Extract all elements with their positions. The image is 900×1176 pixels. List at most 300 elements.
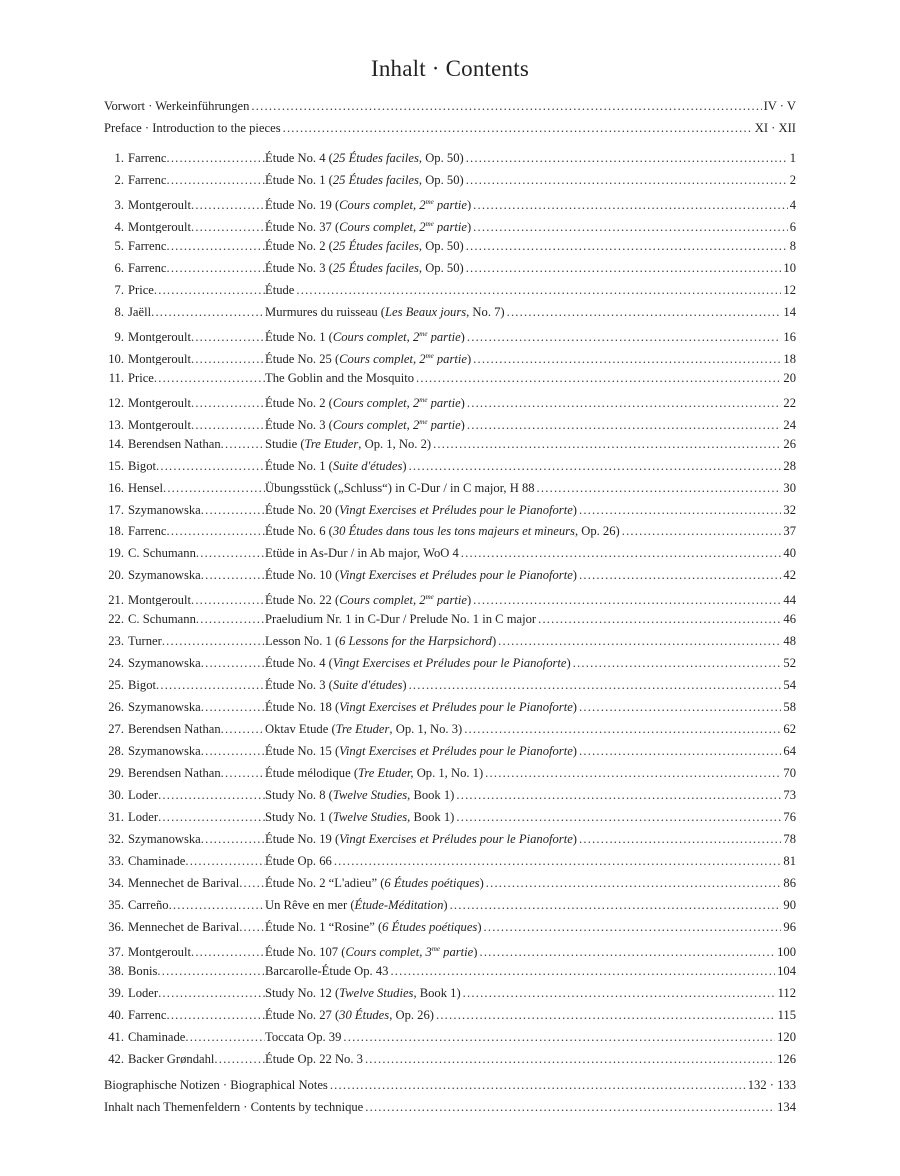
entry-composer: Szymanowska <box>128 744 201 759</box>
toc-entry[interactable] <box>104 149 796 167</box>
page-number: 115 <box>777 1007 796 1022</box>
toc-entry[interactable] <box>104 171 796 189</box>
entry-title-text: Étude No. 22 ( <box>265 593 340 607</box>
entry-number: 12. <box>108 395 124 409</box>
entry-title <box>265 940 477 958</box>
toc-entry[interactable] <box>104 852 796 870</box>
entry-collection-part: partie <box>433 219 467 233</box>
entry-title-text: Étude No. 1 “Rosine” ( <box>265 919 383 934</box>
entry-title-text: Étude No. 27 ( <box>265 1007 340 1022</box>
entry-title <box>265 610 536 628</box>
entry-collection-title: 25 Études faciles <box>332 172 419 187</box>
dot-leader <box>251 97 761 115</box>
entry-title-suffix: , Op. 26) <box>574 524 620 539</box>
page-number: 42 <box>783 568 796 583</box>
entry-composer: C. Schumann <box>128 546 196 561</box>
page-number: 73 <box>783 788 796 803</box>
dot-leader <box>239 918 265 936</box>
toc-entry[interactable] <box>104 303 796 321</box>
page-number: 100 <box>777 944 796 958</box>
entry-composer-cell <box>104 479 265 497</box>
dot-leader <box>154 281 265 299</box>
entry-number: 26. <box>108 700 124 715</box>
ordinal-superscript: me <box>425 219 434 228</box>
entry-composer-cell <box>104 874 265 892</box>
entry-collection-part: partie <box>433 351 467 365</box>
entry-composer-cell <box>104 435 265 453</box>
dot-leader <box>473 350 781 365</box>
entry-collection-title: 6 Études poétiques <box>384 876 480 890</box>
dot-leader <box>156 676 265 694</box>
entry-collection-title: Cours complet, 2 <box>332 329 420 343</box>
entry-number: 42. <box>108 1051 124 1066</box>
dot-leader <box>214 1050 265 1068</box>
entry-number: 13. <box>108 417 124 431</box>
page-number: 20 <box>783 370 796 385</box>
entry-title <box>265 566 577 584</box>
dot-leader <box>156 457 265 475</box>
entry-composer-cell <box>104 962 265 980</box>
toc-entry[interactable] <box>104 896 796 914</box>
dot-leader <box>163 479 265 497</box>
entry-collection-part: partie <box>427 395 461 409</box>
dot-leader <box>330 1076 746 1094</box>
entry-composer: Mennechet de Barival <box>128 876 240 890</box>
dot-leader <box>473 196 788 211</box>
toc-entry[interactable] <box>104 281 796 299</box>
ordinal-superscript: me <box>425 593 434 602</box>
entry-title-text: Étude No. 4 ( <box>265 656 333 671</box>
entry-title-text: Study No. 8 ( <box>265 788 333 803</box>
entry-title <box>265 193 471 211</box>
page-number: 52 <box>783 656 796 671</box>
entry-composer-cell <box>104 522 265 540</box>
dot-leader <box>169 896 265 914</box>
dot-leader <box>485 764 781 782</box>
entry-composer: Bigot <box>128 678 156 693</box>
entry-title <box>265 654 571 672</box>
entry-title <box>265 830 577 848</box>
dot-leader <box>467 394 782 409</box>
page-number: 12 <box>783 282 796 297</box>
dot-leader <box>466 171 788 189</box>
dot-leader <box>461 544 782 562</box>
page-number: 96 <box>783 919 796 934</box>
entry-title-suffix: ) <box>572 700 577 715</box>
entry-title-text: Barcarolle-Étude Op. 43 <box>265 963 389 978</box>
dot-leader <box>416 369 781 387</box>
dot-leader <box>191 416 265 431</box>
toc-entry[interactable] <box>104 522 796 540</box>
entry-title <box>265 281 294 299</box>
dot-leader <box>191 218 265 233</box>
entry-composer-cell <box>104 786 265 804</box>
page-number: XI · XII <box>754 121 796 135</box>
toc-entry[interactable] <box>104 610 796 628</box>
dot-leader <box>579 698 781 716</box>
entry-number: 5. <box>114 238 124 253</box>
entry-collection-part: partie <box>427 329 461 343</box>
entry-title <box>265 325 465 343</box>
entry-composer-cell <box>104 416 265 431</box>
dot-leader <box>191 394 265 409</box>
entry-title <box>265 984 461 1002</box>
entry-composer-cell <box>104 328 265 343</box>
toc-entry[interactable] <box>104 874 796 892</box>
entry-collection-title: Vingt Exercises et Préludes pour le Pianoforte <box>339 700 573 715</box>
entry-title-text: Étude No. 1 ( <box>265 458 333 473</box>
entry-title <box>265 149 464 167</box>
dot-leader <box>409 457 782 475</box>
entry-composer: C. Schumann <box>128 612 196 627</box>
entry-title <box>265 720 462 738</box>
entry-collection-title: Twelve Studies <box>332 788 408 803</box>
toc-entry[interactable] <box>104 632 796 650</box>
entry-title-suffix: ) <box>479 876 484 890</box>
entry-number: 21. <box>108 593 124 607</box>
entry-title <box>265 676 407 694</box>
entry-number: 24. <box>108 656 124 671</box>
dot-leader <box>191 196 265 211</box>
entry-title-text: Étude mélodique ( <box>265 766 359 781</box>
dot-leader <box>365 1098 775 1116</box>
entry-composer: Montgeroult <box>128 329 191 343</box>
entry-composer: Jaëll <box>128 304 152 319</box>
toc-entry[interactable] <box>104 918 796 936</box>
entry-collection-title: 6 Études poétiques <box>382 919 478 934</box>
entry-number: 17. <box>108 502 124 517</box>
toc-row-foreword[interactable] <box>104 97 796 115</box>
entry-title <box>265 457 407 475</box>
entry-composer: Berendsen Nathan <box>128 766 221 781</box>
entry-title-text: Praeludium Nr. 1 in C-Dur / Prelude No. 1 in C major <box>265 612 537 627</box>
entry-title <box>265 391 465 409</box>
entry-composer: Montgeroult <box>128 417 191 431</box>
dot-leader <box>433 435 781 453</box>
entry-composer-cell <box>104 896 265 914</box>
entry-title-suffix: ) <box>443 897 448 912</box>
entry-title <box>265 764 483 782</box>
entry-title-text: Étude No. 1 ( <box>265 172 333 187</box>
entry-composer-cell <box>104 1028 265 1046</box>
toc-entry[interactable] <box>104 786 796 804</box>
entry-collection-title: Vingt Exercises et Préludes pour le Pianoforte <box>332 656 567 671</box>
entry-collection-title: Cours complet, 2 <box>339 197 426 211</box>
dot-leader <box>507 303 782 321</box>
entry-title-suffix: , Op. 50) <box>418 172 464 187</box>
toc-entry[interactable] <box>104 962 796 980</box>
toc-label: Inhalt nach Themenfeldern · Contents by technique <box>104 1100 364 1114</box>
toc-entry[interactable] <box>104 193 796 211</box>
page-number: 58 <box>783 700 796 715</box>
toc-entry[interactable] <box>104 413 796 431</box>
entry-composer-cell <box>104 1006 265 1024</box>
toc-entry[interactable] <box>104 1050 796 1068</box>
entry-title-suffix: , Book 1) <box>407 810 455 825</box>
toc-row-biographical-notes[interactable] <box>104 1076 796 1094</box>
entry-composer: Carreño <box>128 897 169 912</box>
toc-entry[interactable] <box>104 588 796 606</box>
dot-leader <box>390 962 775 980</box>
entry-number: 4. <box>114 219 124 233</box>
entry-collection-title: 30 Études <box>339 1007 390 1022</box>
dot-leader <box>579 742 781 760</box>
dot-leader <box>537 479 782 497</box>
toc-entry[interactable] <box>104 544 796 562</box>
dot-leader <box>166 522 265 540</box>
entry-composer: Farrenc <box>128 524 167 539</box>
entry-title <box>265 852 332 870</box>
page-number: 132 · 133 <box>747 1078 796 1092</box>
toc-entry[interactable] <box>104 1006 796 1024</box>
entry-title-text: Étude No. 20 ( <box>265 502 340 517</box>
entry-title-suffix: ) <box>572 744 577 759</box>
entry-number: 2. <box>114 172 124 187</box>
toc-entry[interactable] <box>104 808 796 826</box>
entry-title-text: Étude No. 25 ( <box>265 351 340 365</box>
entry-title-text: Toccata Op. 39 <box>265 1029 342 1044</box>
entry-title-suffix: ) <box>477 919 482 934</box>
entry-title <box>265 479 535 497</box>
toc-entry[interactable] <box>104 325 796 343</box>
entry-title-suffix: ) <box>460 417 465 431</box>
entry-collection-title: Tre Etuder, <box>358 766 414 781</box>
entry-composer: Chaminade <box>128 1029 186 1044</box>
entry-composer: Montgeroult <box>128 197 191 211</box>
page-number: 120 <box>777 1029 796 1044</box>
entry-composer: Montgeroult <box>128 395 191 409</box>
dot-leader <box>343 1028 775 1046</box>
page-number: 40 <box>783 546 796 561</box>
entry-composer: Hensel <box>128 480 163 495</box>
entry-title-text: Étude No. 19 ( <box>265 832 340 847</box>
entry-title-text: Étude No. 1 ( <box>265 329 333 343</box>
dot-leader <box>166 171 265 189</box>
entry-number: 8. <box>114 304 124 319</box>
entry-title-suffix: ) <box>473 944 478 958</box>
entry-collection-title: Cours complet, 2 <box>332 395 420 409</box>
page-number: 10 <box>783 260 796 275</box>
toc-row-preface[interactable] <box>104 119 796 137</box>
entry-title-suffix: , Op. 50) <box>418 260 464 275</box>
entry-composer-cell <box>104 852 265 870</box>
toc-entry[interactable] <box>104 1028 796 1046</box>
dot-leader <box>166 259 265 277</box>
entry-composer-cell <box>104 149 265 167</box>
toc-entry[interactable] <box>104 566 796 584</box>
entry-composer-cell <box>104 632 265 650</box>
entry-composer: Szymanowska <box>128 656 201 671</box>
entry-number: 23. <box>108 634 124 649</box>
entry-number: 32. <box>108 832 124 847</box>
toc-entry[interactable] <box>104 984 796 1002</box>
page-number: 134 <box>777 1100 796 1114</box>
entry-number: 14. <box>108 436 124 451</box>
toc-entry[interactable] <box>104 259 796 277</box>
entry-composer: Farrenc <box>128 151 167 165</box>
dot-leader <box>196 544 265 562</box>
entry-title-suffix: ) <box>572 832 577 847</box>
dot-leader <box>185 1028 265 1046</box>
dot-leader <box>201 654 265 672</box>
dot-leader <box>579 501 781 519</box>
toc-entry[interactable] <box>104 830 796 848</box>
entry-title-suffix: ) <box>460 395 465 409</box>
toc-entry[interactable] <box>104 435 796 453</box>
entry-title-text: Übungsstück („Schluss“) in C-Dur / in C major, H 88 <box>265 480 535 495</box>
entry-number: 22. <box>108 612 124 627</box>
entry-composer: Montgeroult <box>128 351 191 365</box>
page-number: 64 <box>783 744 796 759</box>
dot-leader <box>201 501 265 519</box>
entry-title <box>265 501 577 519</box>
entry-number: 1. <box>114 151 124 165</box>
entry-number: 37. <box>108 944 124 958</box>
entry-title <box>265 369 414 387</box>
page-title: Inhalt · Contents <box>371 56 529 81</box>
entry-composer-cell <box>104 742 265 760</box>
toc-entry[interactable] <box>104 654 796 672</box>
entry-composer: Montgeroult <box>128 593 191 607</box>
dot-leader <box>185 852 265 870</box>
entry-collection-part: partie <box>433 197 467 211</box>
entry-title-text: Étude No. 15 ( <box>265 744 340 759</box>
toc-entry[interactable] <box>104 391 796 409</box>
entry-collection-title: 30 Études dans tous les tons majeurs et mineurs <box>332 524 575 539</box>
entry-composer: Szymanowska <box>128 700 201 715</box>
page-number: 46 <box>783 612 796 627</box>
entry-title-text: Study No. 1 ( <box>265 810 333 825</box>
page-number: 32 <box>783 502 796 517</box>
entry-number: 27. <box>108 722 124 737</box>
entry-composer-cell <box>104 196 265 211</box>
entry-title-suffix: ) <box>572 502 577 517</box>
entry-collection-title: Vingt Exercises et Préludes pour le Pianoforte <box>339 744 573 759</box>
entry-composer-cell <box>104 918 265 936</box>
entry-composer: Bigot <box>128 458 156 473</box>
entry-title <box>265 896 448 914</box>
toc-entry[interactable] <box>104 457 796 475</box>
entry-composer-cell <box>104 984 265 1002</box>
dot-leader <box>334 852 782 870</box>
entry-composer: Montgeroult <box>128 944 191 958</box>
entry-title <box>265 786 454 804</box>
toc-entry[interactable] <box>104 369 796 387</box>
dot-leader <box>479 943 775 958</box>
entry-composer: Loder <box>128 788 159 803</box>
dot-leader <box>409 676 782 694</box>
entry-title-suffix: , Op. 1, No. 2) <box>358 436 432 451</box>
entry-composer: Turner <box>128 634 162 649</box>
page-number: 54 <box>783 678 796 693</box>
entry-collection-title: Vingt Exercises et Préludes pour le Pianoforte <box>339 568 573 583</box>
entry-composer: Loder <box>128 810 159 825</box>
entry-number: 7. <box>114 282 124 297</box>
entry-title <box>265 435 431 453</box>
toc-entry[interactable] <box>104 215 796 233</box>
entry-composer-cell <box>104 501 265 519</box>
toc-entry[interactable] <box>104 501 796 519</box>
dot-leader <box>579 566 781 584</box>
entry-title-suffix: ) <box>466 351 472 365</box>
entry-collection-title: Cours complet, 3 <box>345 944 432 958</box>
ordinal-superscript: me <box>419 395 428 404</box>
page-number: 104 <box>777 963 796 978</box>
page-number: 112 <box>777 985 796 1000</box>
entry-composer-cell <box>104 808 265 826</box>
dot-leader <box>158 984 265 1002</box>
entry-number: 39. <box>108 985 124 1000</box>
page-number: 2 <box>789 172 796 187</box>
dot-leader <box>201 742 265 760</box>
entry-title <box>265 918 482 936</box>
toc-entry[interactable] <box>104 720 796 738</box>
entry-title-suffix: , Op. 1, No. 3) <box>389 722 463 737</box>
entry-title <box>265 522 620 540</box>
dot-leader <box>154 369 265 387</box>
entry-number: 9. <box>114 329 124 343</box>
entry-title-text: Étude No. 2 “L'adieu” ( <box>265 876 385 890</box>
page-number: 8 <box>789 238 796 253</box>
entry-title <box>265 171 464 189</box>
entry-composer-cell <box>104 350 265 365</box>
entry-title-suffix: , Op. 50) <box>418 151 464 165</box>
entry-composer-cell <box>104 764 265 782</box>
entry-title <box>265 1006 434 1024</box>
page-number: 26 <box>783 436 796 451</box>
toc-entry[interactable] <box>104 347 796 365</box>
toc-label: Vorwort · Werkeinführungen <box>104 99 250 113</box>
entry-title-suffix: ) <box>572 568 577 583</box>
entry-number: 28. <box>108 744 124 759</box>
entry-collection-title: Cours complet, 2 <box>339 219 426 233</box>
entry-number: 34. <box>108 876 124 890</box>
dot-leader <box>450 896 782 914</box>
dot-leader <box>622 522 782 540</box>
toc-entry[interactable] <box>104 698 796 716</box>
page-number: 81 <box>783 854 796 869</box>
dot-leader <box>221 764 265 782</box>
entry-composer: Montgeroult <box>128 219 191 233</box>
dot-leader <box>166 237 265 255</box>
toc-entry[interactable] <box>104 742 796 760</box>
toc-entry[interactable] <box>104 479 796 497</box>
entry-collection-title: Étude-Méditation <box>354 897 444 912</box>
ordinal-superscript: me <box>419 329 428 338</box>
entry-collection-title: Vingt Exercises et Préludes pour le Pianoforte <box>339 832 573 847</box>
entry-title <box>265 742 577 760</box>
toc-label: Preface · Introduction to the pieces <box>104 121 281 135</box>
entry-composer-cell <box>104 544 265 562</box>
toc-entry[interactable] <box>104 676 796 694</box>
entry-composer: Farrenc <box>128 260 167 275</box>
toc-entry[interactable] <box>104 237 796 255</box>
entry-title <box>265 303 505 321</box>
page-number: 30 <box>783 480 796 495</box>
page-number: 16 <box>783 329 796 343</box>
entry-composer: Farrenc <box>128 238 167 253</box>
entry-title-suffix: Op. 1, No. 1) <box>413 766 484 781</box>
entry-composer-cell <box>104 654 265 672</box>
toc-entry[interactable] <box>104 764 796 782</box>
page-number: 44 <box>783 593 796 607</box>
entry-title <box>265 544 459 562</box>
toc-row-contents-by-technique[interactable] <box>104 1098 796 1116</box>
dot-leader <box>283 119 753 137</box>
entry-title-text: Lesson No. 1 ( <box>265 634 340 649</box>
toc-entry[interactable] <box>104 940 796 958</box>
entry-collection-title: Suite d'études <box>332 678 403 693</box>
